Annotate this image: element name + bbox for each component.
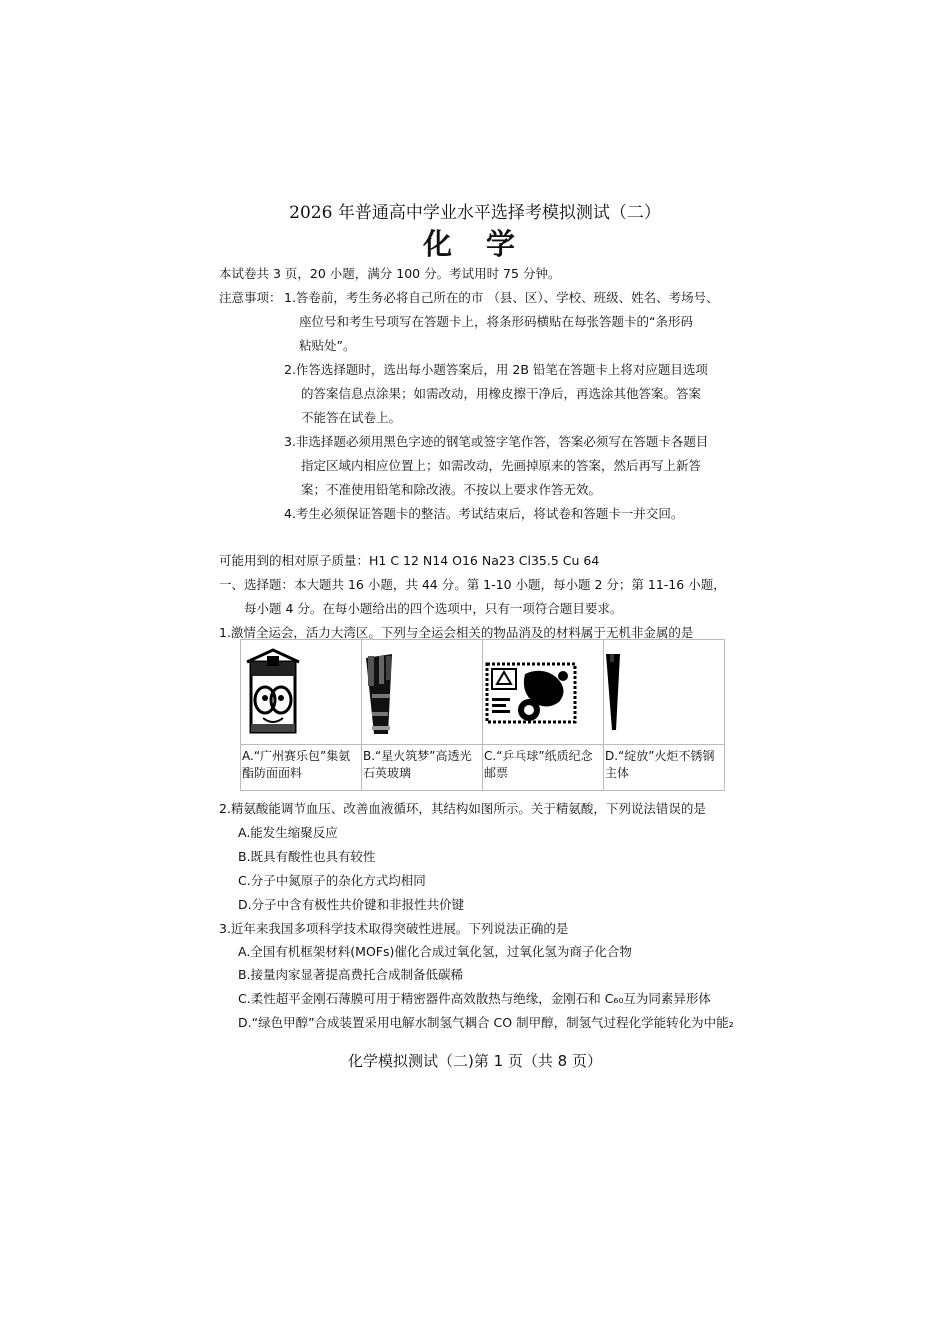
torch-icon	[604, 640, 724, 744]
section1-line-2: 每小题 4 分。在每小题给出的四个选项中，只有一项符合题目要求。	[244, 601, 623, 616]
atomic-masses: 可能用到的相对原子质量：H1 C 12 N14 O16 Na23 Cl35.5 Cu 64	[219, 553, 600, 568]
notice-item-3-line-1: 3.非选择题必须用黑色字迹的钢笔或签字笔作答，答案必须写在答题卡各题目	[284, 434, 709, 449]
notice-item-3-line-2: 指定区域内相应位置上；如需改动，先画掉原来的答案，然后再写上新答	[301, 458, 702, 473]
q2-stem: 2.精氨酸能调节血压、改善血液循环，其结构如图所示。关于精氨酸，下列说法错误的是	[219, 801, 706, 816]
q1-option-d-image	[604, 640, 725, 745]
q2-option-d: D.分子中含有极性共价键和非报性共价键	[238, 897, 465, 912]
notice-item-4-line-1: 4.考生必须保证答题卡的整洁。考试结束后，将试卷和答题卡一并交回。	[284, 506, 684, 521]
q1-option-c-caption: C.“乒乓球”纸质纪念邮票	[483, 745, 604, 791]
torch-bundle-icon	[362, 640, 482, 744]
notice-item-1-line-2: 座位号和考生号项写在答题卡上，将条形码横贴在每张答题卡的“条形码	[299, 314, 693, 329]
stamp-icon	[483, 640, 603, 744]
q1-option-a-image	[241, 640, 362, 745]
section1-line-1: 一、选择题：本大题共 16 小题，共 44 分。第 1-10 小题，每小题 2 分；第 11-16 小题，	[219, 577, 726, 592]
q3-option-b: B.接量肉家显著提高费托合成制备低碳稀	[238, 967, 464, 982]
q3-option-c: C.柔性超平金刚石薄膜可用于精密器件高效散热与绝缘，金刚石和 C₆₀互为同素异形体	[238, 991, 711, 1006]
q1-option-b-image	[362, 640, 483, 745]
intro-text: 本试卷共 3 页，20 小题，满分 100 分。考试用时 75 分钟。	[219, 266, 561, 281]
q1-option-a-caption: A.“广州赛乐包”集氨酯防面面料	[241, 745, 362, 791]
exam-title: 2026 年普通高中学业水平选择考模拟测试（二）	[289, 203, 661, 223]
q1-option-d-caption: D.“绽放”火炬不锈钢主体	[604, 745, 725, 791]
q2-option-b: B.既具有酸性也具有较性	[238, 849, 376, 864]
q1-stem: 1.激情全运会，活力大湾区。下列与全运会相关的物品消及的材料属于无机非金属的是	[219, 625, 694, 640]
q1-option-c-image	[483, 640, 604, 745]
q2-option-a: A.能发生缩聚反应	[238, 825, 338, 840]
notice-item-2-line-1: 2.作答选择题时，选出每小题答案后，用 2B 铅笔在答题卡上将对应题目选项	[284, 362, 708, 377]
q2-option-c: C.分子中氮原子的杂化方式均相同	[238, 873, 426, 888]
notice-label: 注意事项：	[219, 290, 282, 305]
notice-item-1-line-3: 粘贴处”。	[299, 338, 356, 353]
bag-icon	[241, 640, 361, 744]
notice-item-3-line-3: 案；不准使用铅笔和除改液。不按以上要求作答无效。	[301, 482, 602, 497]
q1-option-b-caption: B.“星火筑梦”高透光石英玻璃	[362, 745, 483, 791]
page-footer: 化学模拟测试（二)第 1 页（共 8 页）	[347, 1052, 602, 1070]
notice-item-2-line-2: 的答案信息点涂果；如需改动，用橡皮擦干净后，再选涂其他答案。答案	[301, 386, 702, 401]
q3-option-a: A.全国有机框架材料(MOFs)催化合成过氧化氢，过氧化氢为商子化合物	[238, 944, 632, 959]
q3-stem: 3.近年来我国多项科学技术取得突破性进展。下列说法正确的是	[219, 921, 569, 936]
notice-item-1-line-1: 1.答卷前，考生务必将自己所在的市 （县、区）、学校、班级、姓名、考场号、	[284, 290, 719, 305]
subject-title: 化 学	[422, 227, 528, 261]
notice-item-2-line-3: 不能答在试卷上。	[301, 410, 402, 425]
q3-option-d: D.“绿色甲醇”合成装置采用电解水制氢气耦合 CO 制甲醇，制氢气过程化学能转化为中能₂	[238, 1015, 734, 1030]
q1-options-table	[240, 639, 725, 791]
